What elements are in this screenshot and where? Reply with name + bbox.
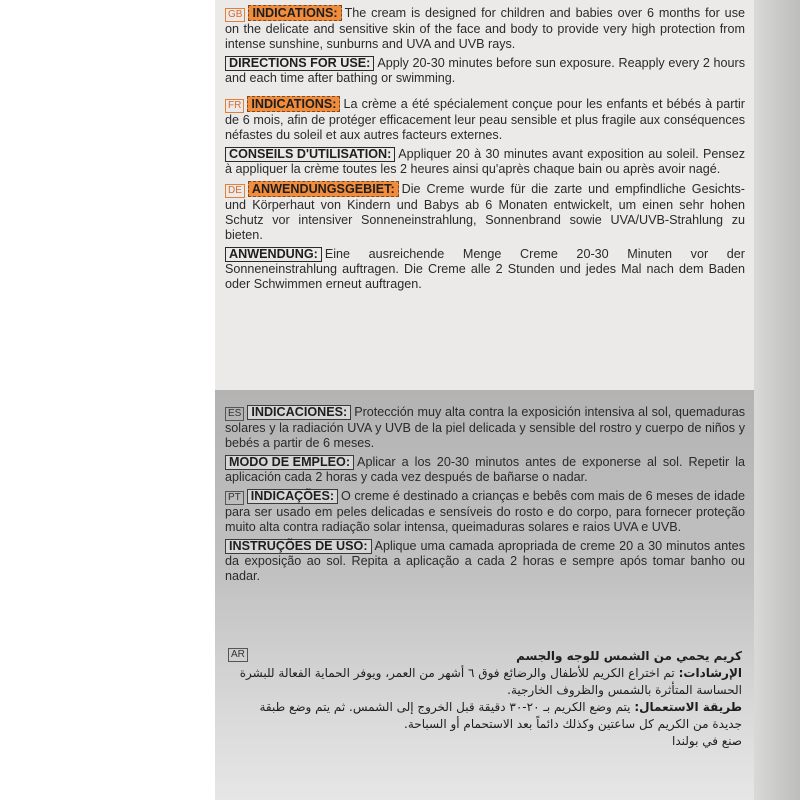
pt-directions-heading: INSTRUÇÕES DE USO: (225, 539, 372, 554)
ar-directions-heading: طريقة الاستعمال: (634, 700, 742, 714)
fr-indications-heading: INDICATIONS: (247, 96, 340, 112)
top-text-block (225, 5, 745, 296)
lang-tag-es: ES (225, 407, 244, 421)
right-grey-strip (754, 0, 800, 800)
lang-tag-ar: AR (228, 648, 248, 662)
lang-tag-fr: FR (225, 99, 244, 113)
es-indications-text: Protección muy alta contra la exposición intensiva al sol, quemaduras solares y la radiación UVA y UVB de la piel delicada y sensible del rostro y cuerpo de niños y bebés a partir de 6 meses. (225, 405, 745, 450)
de-directions-text: Eine ausreichende Menge Creme 20-30 Minuten vor der Sonneneinstrahlung auftragen. Die Creme alle 2 Stunden und jedes Mal nach dem Baden oder Schwimmen erneut auftragen. (225, 247, 745, 291)
pt-directions-text: Aplique uma camada apropriada de creme 20 a 30 minutos antes da exposição ao sol. Repita a aplicação a cada 2 horas e sempre após tomar banho ou nadar. (225, 539, 745, 583)
es-indications (225, 405, 745, 451)
left-white-strip (0, 0, 215, 800)
ar-indications-text: تم اختراع الكريم للأطفال والرضائع فوق ٦ أشهر من العمر، ويوفر الحماية الفعالة للبشرة الحساسة المتأثرة بالشمس والظروف الخارجية. (239, 666, 742, 697)
lang-tag-pt: PT (225, 491, 244, 505)
de-directions-heading: ANWENDUNG: (225, 247, 322, 262)
gb-indications (225, 5, 745, 52)
gb-indications-text: The cream is designed for children and babies over 6 months for use on the delicate and sensitive skin of the face and body to provide very high protection from intense sunshine, sunburns and UVA and UVB rays. (225, 6, 745, 51)
lang-tag-gb: GB (225, 8, 245, 22)
fr-directions (225, 147, 745, 177)
ar-indications (228, 665, 742, 699)
gb-directions (225, 56, 745, 86)
fr-directions-text: Appliquer 20 à 30 minutes avant exposition au soleil. Pensez à appliquer la crème toutes les 2 heures ainsi qu'après chaque bain ou après avoir nagé. (225, 147, 745, 176)
pt-indications-text: O creme é destinado a crianças e bebês com mais de 6 meses de idade para ser usado em peles delicadas e sensíveis do rosto e do corpo, para fornecer proteção muito alta contra radiação solar intensa, queimaduras solares e raios UVA e UVB. (225, 489, 745, 534)
es-indications-heading: INDICACIONES: (247, 405, 351, 420)
gb-indications-heading: INDICATIONS: (248, 5, 341, 21)
ar-indications-heading: الإرشادات: (678, 666, 742, 680)
de-indications-text: Die Creme wurde für die zarte und empfindliche Gesichts- und Körperhaut von Kindern und Babys ab 6 Monaten entwickelt, um einen sehr hohen Schutz vor intensiver Sonneneinstrahlung, Sonnenbrand sowie UVA/UVB-Strahlung zu bieten. (225, 182, 745, 242)
de-indications (225, 181, 745, 243)
pt-directions (225, 539, 745, 584)
pt-indications-heading: INDICAÇÕES: (247, 489, 338, 504)
fr-indications (225, 96, 745, 143)
es-directions (225, 455, 745, 485)
de-indications-heading: ANWENDUNGSGEBIET: (248, 181, 399, 197)
arabic-text-block (228, 648, 742, 750)
ar-title: كريم يحمي من الشمس للوجه والجسم (516, 649, 742, 663)
ar-directions-text: يتم وضع الكريم بـ ٢٠-٣٠ دقيقة قبل الخروج إلى الشمس. ثم يتم وضع طبقة جديدة من الكريم كل ساعتين وكذلك دائماً بعد الاستحمام أو السباحة. (259, 700, 742, 731)
fr-indications-text: La crème a été spécialement conçue pour les enfants et bébés à partir de 6 mois, afin de protéger efficacement leur peau sensible et plus fragile aux conséquences néfastes du soleil et aux autres facteurs externes. (225, 97, 745, 142)
de-directions (225, 247, 745, 292)
fr-directions-heading: CONSEILS D'UTILISATION: (225, 147, 395, 162)
es-directions-text: Aplicar a los 20-30 minutos antes de exponerse al sol. Repetir la aplicación cada 2 horas y cada vez después de bañarse o nadar. (225, 455, 745, 484)
pt-indications (225, 489, 745, 535)
ar-directions (228, 699, 742, 733)
bottom-text-block (225, 405, 745, 588)
gb-directions-heading: DIRECTIONS FOR USE: (225, 56, 374, 71)
es-directions-heading: MODO DE EMPLEO: (225, 455, 354, 470)
lang-tag-de: DE (225, 184, 245, 198)
gb-directions-text: Apply 20-30 minutes before sun exposure. Reapply every 2 hours and each time after bathing or swimming. (225, 56, 745, 85)
ar-origin: صنع في بولندا (671, 734, 742, 748)
